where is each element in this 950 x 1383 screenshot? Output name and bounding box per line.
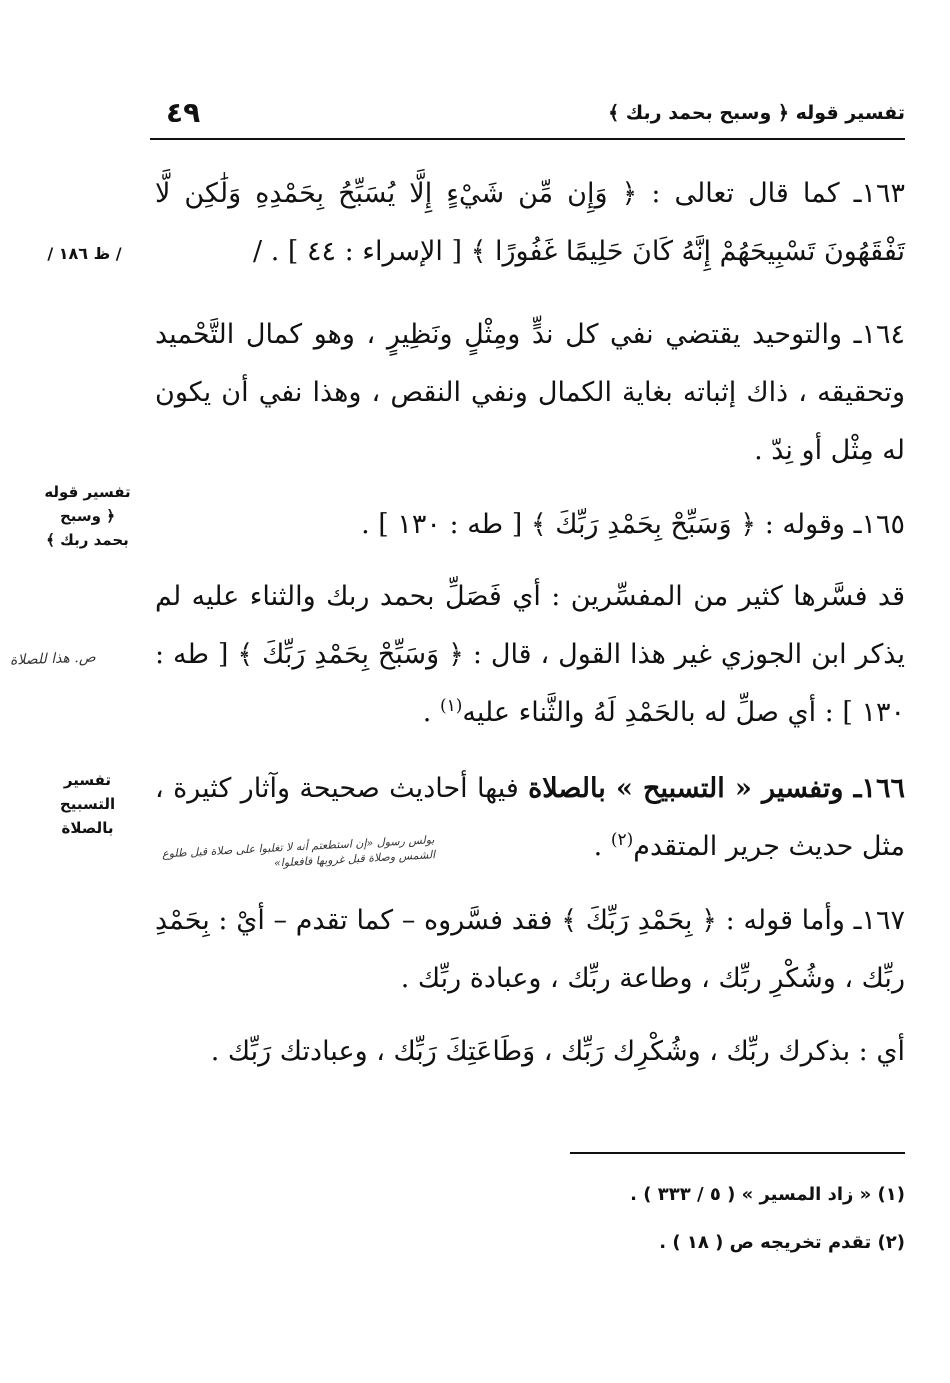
page-number: ٤٩ bbox=[166, 96, 201, 129]
paragraph-167-text: فقد فسَّروه – كما تقدم – أيْ : بِحَمْدِ ربِّك ، وشُكْرِ ربِّك ، وطاعة ربِّك ، وعبادة ربِّك . bbox=[155, 905, 905, 994]
paragraph-167-lead: ١٦٧ـ وأما قوله : bbox=[716, 905, 906, 936]
running-header bbox=[150, 96, 905, 136]
commentary-end: . bbox=[422, 697, 440, 728]
paragraph-165-commentary bbox=[155, 568, 905, 742]
paragraph-166-lead: ١٦٦ـ وتفسير « التسبيح » بالصلاة bbox=[528, 773, 905, 804]
quran-verse-taha-130: ﴿ وَسَبِّحْ بِحَمْدِ رَبِّكَ ﴾ bbox=[530, 509, 757, 540]
paragraph-167 bbox=[155, 892, 905, 1008]
paragraph-165 bbox=[155, 496, 905, 554]
margin-folio-marker: / ظ ١٨٦ / bbox=[47, 244, 122, 263]
paragraph-163-lead: ١٦٣ـ كما قال تعالى : bbox=[637, 178, 906, 209]
quran-verse-isra-44: ﴿ وَإِن مِّن شَيْءٍ إِلَّا يُسَبِّحُ بِحَمْدِهِ وَلَٰكِن لَّا تَفْقَهُونَ تَسْبِيحَهُمْ إِنَّهُ كَانَ حَلِيمًا غَفُورًا ﴾ bbox=[155, 178, 905, 267]
quran-phrase-bihamdi-rabbik: ﴿ بِحَمْدِ رَبِّكَ ﴾ bbox=[561, 905, 717, 936]
header-rule bbox=[150, 138, 905, 140]
header-title: تفسير قوله ﴿ وسبح بحمد ربك ﴾ bbox=[608, 102, 905, 124]
quran-verse-taha-130-repeat: ﴿ وَسَبِّحْ بِحَمْدِ رَبِّكَ ﴾ bbox=[237, 639, 464, 670]
footnote-ref-1[interactable]: (١) bbox=[439, 696, 463, 716]
paragraph-164: ١٦٤ـ والتوحيد يقتضي نفي كل ندٍّ ومِثْلٍ ونَظِيرٍ ، وهو كمال التَّحْميد وتحقيقه ، ذاك إثباته بغاية الكمال ونفي النقص ، وهذا نفي أن يكون له مِثْل أو نِدّ . bbox=[155, 319, 905, 466]
paragraph-163 bbox=[155, 165, 905, 281]
margin-note-166: تفسير التسبيح بالصلاة bbox=[59, 771, 116, 837]
paragraph-165-lead: ١٦٥ـ وقوله : bbox=[756, 509, 905, 540]
commentary-text-1: قد فسَّرها كثير من المفسِّرين : أي فَصَلِّ بحمد ربك والثناء عليه لم يذكر ابن الجوزي غير هذا القول ، قال : bbox=[155, 581, 905, 670]
margin-note-165: تفسير قوله ﴿ وسبح بحمد ربك ﴾ bbox=[44, 483, 131, 549]
handwritten-note-2: بولس رسول «إن استطعتم أنه لا تغلبوا على صلاة قبل طلوع الشمس وصلاة قبل غروبها فافعلوا» bbox=[161, 833, 436, 870]
handwritten-note-1: ص. هذا للصلاة bbox=[9, 649, 96, 669]
paragraph-166-end: . bbox=[593, 831, 611, 862]
footnote-ref-2[interactable]: (٢) bbox=[610, 830, 634, 850]
footnote-2: (٢) تقدم تخريجه ص ( ١٨ ) . bbox=[659, 1232, 905, 1253]
citation-isra-44: [ الإسراء : ٤٤ ] . / bbox=[253, 236, 471, 267]
commentary-text-2: [ طه : ١٣٠ ] : أي صلِّ له بالحَمْدِ لَهُ والثَّناء عليه bbox=[155, 639, 905, 728]
paragraph-167-explanation: أي : بذكرك ربِّك ، وشُكْرِك رَبِّك ، وَطَاعَتِكَ رَبِّك ، وعبادتك رَبِّك . bbox=[210, 1036, 905, 1067]
footnote-1: (١) « زاد المسير » ( ٥ / ٣٣٣ ) . bbox=[630, 1184, 905, 1205]
paragraph-166-text: فيها أحاديث صحيحة وآثار كثيرة ، مثل حديث جرير المتقدم bbox=[155, 773, 905, 862]
footnote-rule bbox=[570, 1152, 905, 1154]
citation-taha-130: [ طه : ١٣٠ ] . bbox=[361, 509, 531, 540]
